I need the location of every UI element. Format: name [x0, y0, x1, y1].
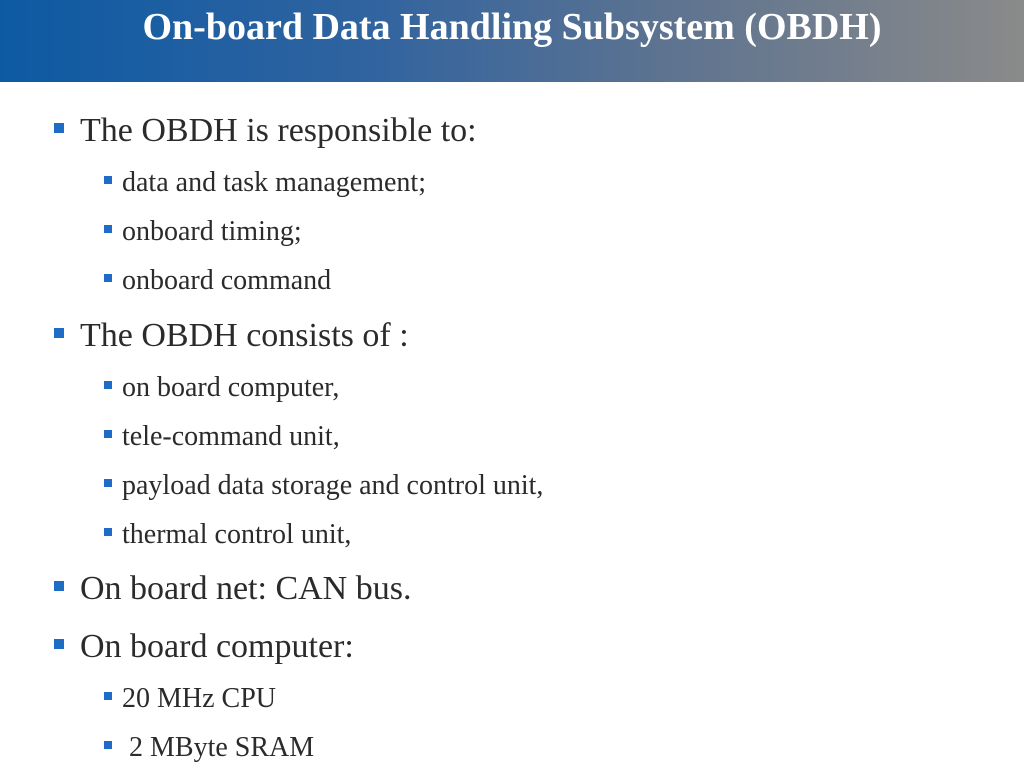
square-bullet-icon: [104, 528, 112, 536]
sub-bullet-item: [104, 215, 302, 249]
sub-bullet-item: [104, 166, 426, 200]
square-bullet-icon: [104, 692, 112, 700]
square-bullet-icon: [104, 430, 112, 438]
bullet-item: [54, 316, 409, 356]
sub-bullet-item: [104, 469, 543, 503]
square-bullet-icon: [54, 123, 64, 133]
sub-bullet-text: onboard timing;: [122, 216, 302, 247]
sub-bullet-text: on board computer,: [122, 372, 340, 403]
sub-bullet-item: [104, 731, 314, 765]
square-bullet-icon: [54, 639, 64, 649]
sub-bullet-item: [104, 264, 331, 298]
square-bullet-icon: [104, 176, 112, 184]
sub-bullet-item: [104, 518, 351, 552]
sub-bullet-text: payload data storage and control unit,: [122, 470, 544, 501]
slide-title: On-board Data Handling Subsystem (OBDH): [142, 6, 882, 48]
bullet-text: The OBDH consists of :: [80, 317, 409, 354]
square-bullet-icon: [104, 225, 112, 233]
square-bullet-icon: [104, 381, 112, 389]
sub-bullet-item: [104, 420, 340, 454]
sub-bullet-text: tele-command unit,: [122, 421, 340, 452]
sub-bullet-text: 20 MHz CPU: [122, 683, 277, 714]
sub-bullet-item: [104, 371, 339, 405]
bullet-text: On board net: CAN bus.: [80, 570, 412, 607]
square-bullet-icon: [104, 741, 112, 749]
square-bullet-icon: [104, 274, 112, 282]
bullet-text: The OBDH is responsible to:: [80, 112, 477, 149]
bullet-item: [54, 569, 411, 609]
square-bullet-icon: [54, 328, 64, 338]
bullet-text: On board computer:: [80, 628, 354, 665]
sub-bullet-item: [104, 682, 276, 716]
sub-bullet-text: onboard command: [122, 265, 332, 296]
square-bullet-icon: [104, 479, 112, 487]
bullet-item: [54, 627, 354, 667]
bullet-item: [54, 111, 477, 151]
square-bullet-icon: [54, 581, 64, 591]
sub-bullet-text: thermal control unit,: [122, 519, 352, 550]
sub-bullet-text: 2 MByte SRAM: [122, 732, 315, 763]
sub-bullet-text: data and task management;: [122, 167, 426, 198]
